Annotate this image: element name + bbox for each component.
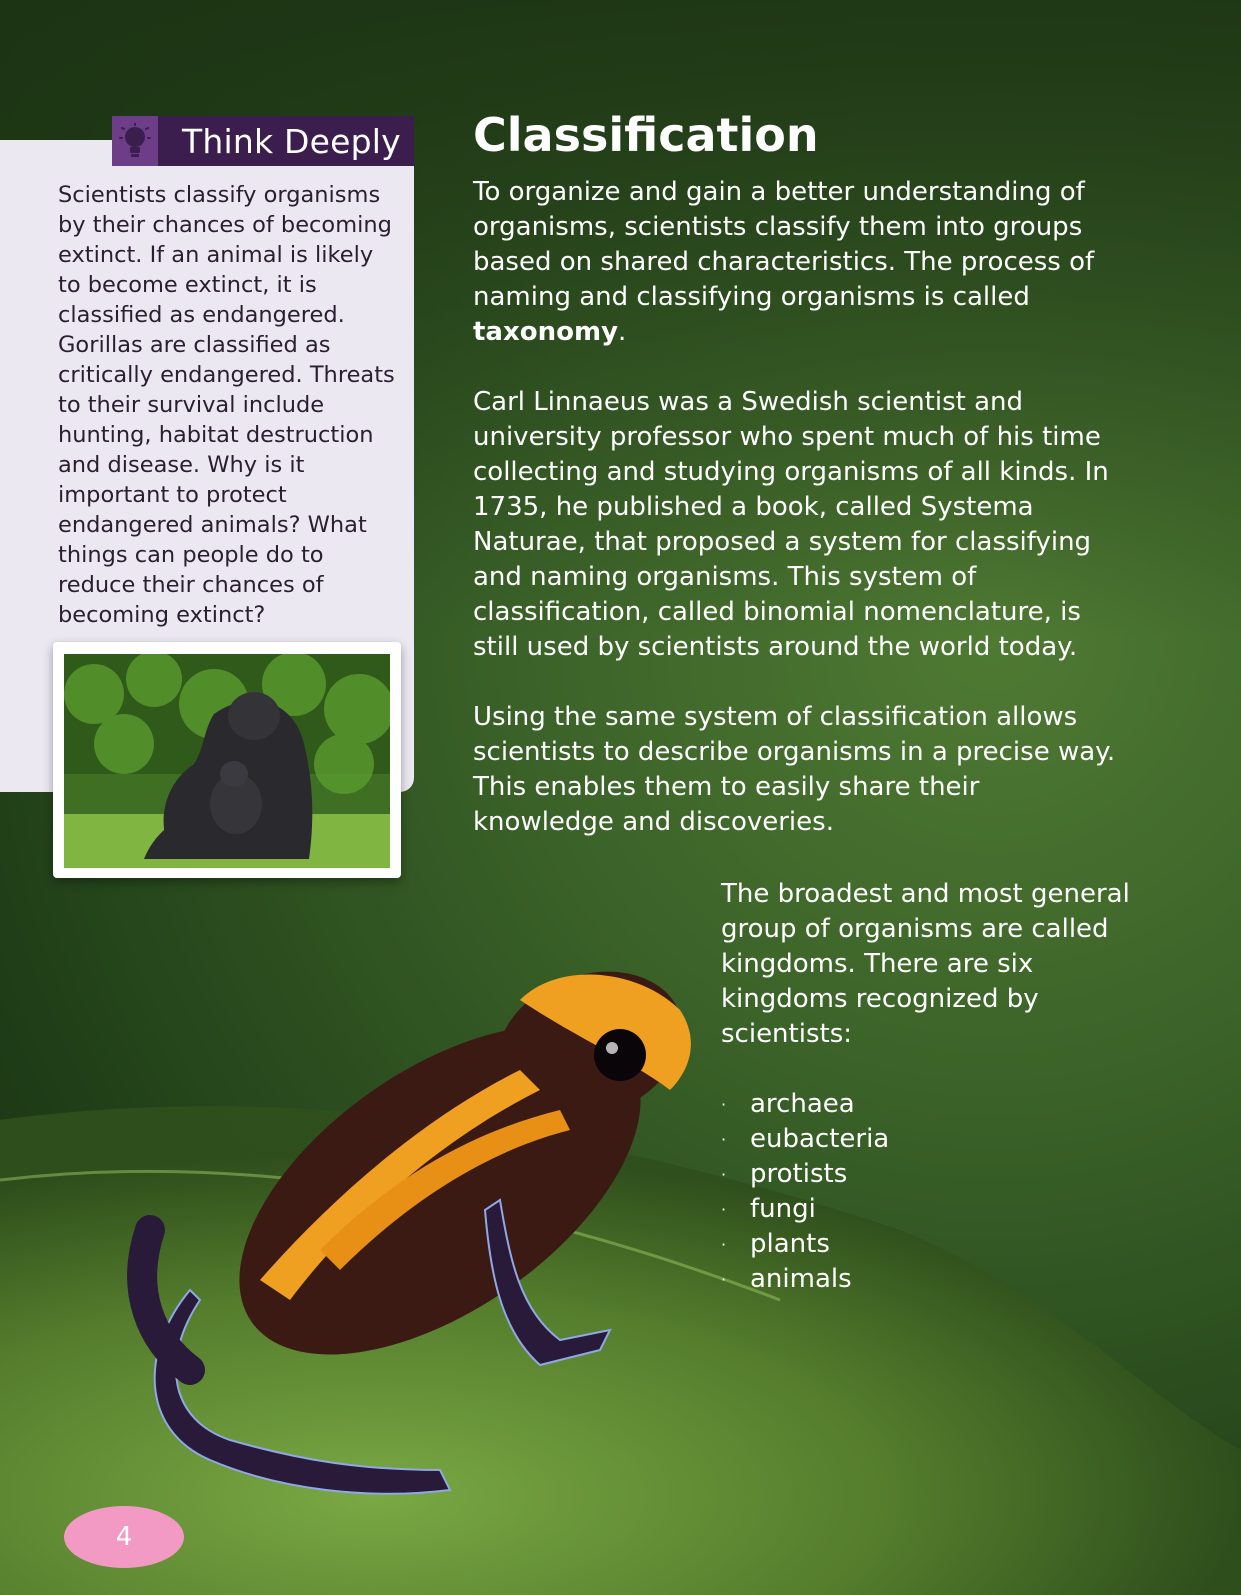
- intro-period: .: [618, 317, 627, 347]
- think-deeply-header: [112, 116, 414, 166]
- gorilla-photo-frame: [53, 642, 401, 878]
- bullet-icon: ·: [721, 1130, 727, 1149]
- kingdom-name: plants: [750, 1229, 830, 1259]
- page-number: 4: [115, 1522, 133, 1552]
- list-item: [721, 1262, 889, 1297]
- lightbulb-icon: [112, 116, 162, 166]
- list-item: [721, 1157, 889, 1192]
- list-item: [721, 1227, 889, 1262]
- intro-paragraph: [473, 175, 1123, 350]
- bullet-icon: ·: [721, 1200, 727, 1219]
- kingdom-name: animals: [750, 1264, 852, 1294]
- page-title: Classification: [473, 108, 819, 162]
- list-item: [721, 1122, 889, 1157]
- list-item: [721, 1087, 889, 1122]
- think-deeply-text: Scientists classify organisms by their chances of becoming extinct. If an animal is likely to become extinct, it is classified as endangered. Gorillas are classified as critically endangered. Threats to their survival include hunting, habitat destruction and disease. Why is it important to protect endangered animals? What things can people do to reduce their chances of becoming extinct?: [58, 182, 395, 628]
- taxonomy-term: taxonomy: [473, 317, 619, 347]
- think-deeply-title: Think Deeply: [182, 121, 401, 161]
- kingdoms-paragraph: The broadest and most general group of organisms are called kingdoms. There are six kingdoms recognized by scientists:: [721, 879, 1130, 1049]
- system-paragraph: Using the same system of classification allows scientists to describe organisms in a precise way. This enables them to easily share their knowledge and discoveries.: [473, 702, 1116, 837]
- kingdom-name: archaea: [750, 1089, 855, 1119]
- bullet-icon: ·: [721, 1235, 727, 1254]
- page-number-badge: [64, 1506, 184, 1568]
- list-item: [721, 1192, 889, 1227]
- linnaeus-paragraph: Carl Linnaeus was a Swedish scientist and university professor who spent much of his time collecting and studying organisms of all kinds. In 1735, he published a book, called Systema Naturae, that proposed a system for classifying and naming organisms. This system of classification, called binomial nomenclature, is still used by scientists around the world today.: [473, 387, 1109, 662]
- kingdom-name: protists: [750, 1159, 848, 1189]
- bullet-icon: ·: [721, 1270, 727, 1289]
- kingdom-name: eubacteria: [750, 1124, 890, 1154]
- kingdom-list: [721, 1087, 889, 1297]
- gorilla-photo: [64, 654, 390, 868]
- bullet-icon: ·: [721, 1095, 727, 1114]
- bullet-icon: ·: [721, 1165, 727, 1184]
- intro-text: To organize and gain a better understanding of organisms, scientists classify them into groups based on shared characteristics. The process of naming and classifying organisms is called: [473, 177, 1095, 312]
- kingdom-name: fungi: [750, 1194, 816, 1224]
